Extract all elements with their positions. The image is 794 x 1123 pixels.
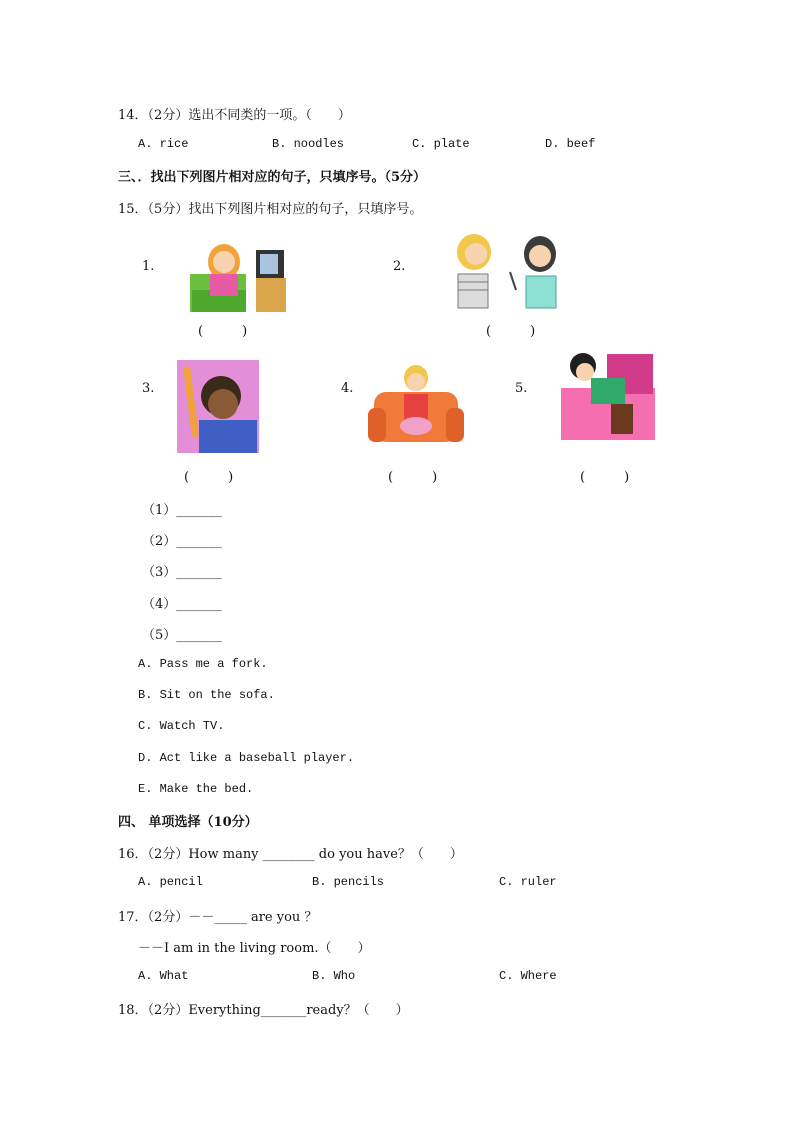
q14-stem: 14．（2分）选出不同类的一项。（ ） — [118, 108, 351, 123]
picture-1-number: 1. — [142, 259, 155, 274]
sentence-c: C. Watch TV. — [138, 719, 225, 733]
picture-watch-tv — [190, 236, 286, 312]
section3-heading: 三、．找出下列图片相对应的句子，只填序号。（5分） — [118, 170, 427, 185]
q17-dialogue-line: －－I am in the living room.（ ） — [138, 941, 371, 956]
sentence-a: A. Pass me a fork. — [138, 657, 268, 671]
sentence-e: E. Make the bed. — [138, 782, 254, 796]
answer-blank-2[interactable]: （2）_______ — [142, 534, 222, 549]
picture-4-answer-paren: ( ) — [388, 470, 438, 485]
picture-3-number: 3. — [142, 381, 155, 396]
picture-pass-fork — [452, 232, 568, 314]
picture-5-number: 5. — [515, 381, 528, 396]
answer-blank-4[interactable]: （4）_______ — [142, 597, 222, 612]
answer-blank-1[interactable]: （1）_______ — [142, 503, 222, 518]
answer-blank-3[interactable]: （3）_______ — [142, 565, 222, 580]
q16-option-c: C. ruler — [499, 875, 557, 889]
q16-option-b: B. pencils — [312, 875, 385, 889]
q14-option-c: C. plate — [412, 137, 470, 151]
sentence-b: B. Sit on the sofa. — [138, 688, 275, 702]
q17-option-c: C. Where — [499, 969, 557, 983]
picture-1-answer-paren: ( ) — [198, 324, 248, 339]
picture-make-bed — [561, 350, 655, 444]
section4-heading: 四、 单项选择（10分） — [118, 815, 258, 830]
q16-stem: 16．（2分）How many ________ do you have？（ ） — [118, 847, 463, 862]
q14-option-a: A. rice — [138, 137, 189, 151]
picture-4-number: 4. — [341, 381, 354, 396]
picture-2-number: 2. — [393, 259, 406, 274]
picture-5-answer-paren: ( ) — [580, 470, 630, 485]
q14-option-d: D. beef — [545, 137, 596, 151]
picture-2-answer-paren: ( ) — [486, 324, 536, 339]
picture-sofa — [368, 364, 464, 446]
q16-option-a: A. pencil — [138, 875, 203, 889]
q18-stem: 18．（2分）Everything_______ready？（ ） — [118, 1003, 409, 1018]
q15-stem: 15．（5分）找出下列图片相对应的句子，只填序号。 — [118, 202, 423, 217]
q17-stem: 17．（2分）－－_____ are you ？ — [118, 910, 318, 925]
q17-option-b: B. Who — [312, 969, 356, 983]
picture-3-answer-paren: ( ) — [184, 470, 234, 485]
picture-baseball-player — [177, 360, 259, 453]
q17-option-a: A. What — [138, 969, 189, 983]
sentence-d: D. Act like a baseball player. — [138, 751, 355, 765]
q14-option-b: B. noodles — [272, 137, 345, 151]
answer-blank-5[interactable]: （5）_______ — [142, 628, 222, 643]
